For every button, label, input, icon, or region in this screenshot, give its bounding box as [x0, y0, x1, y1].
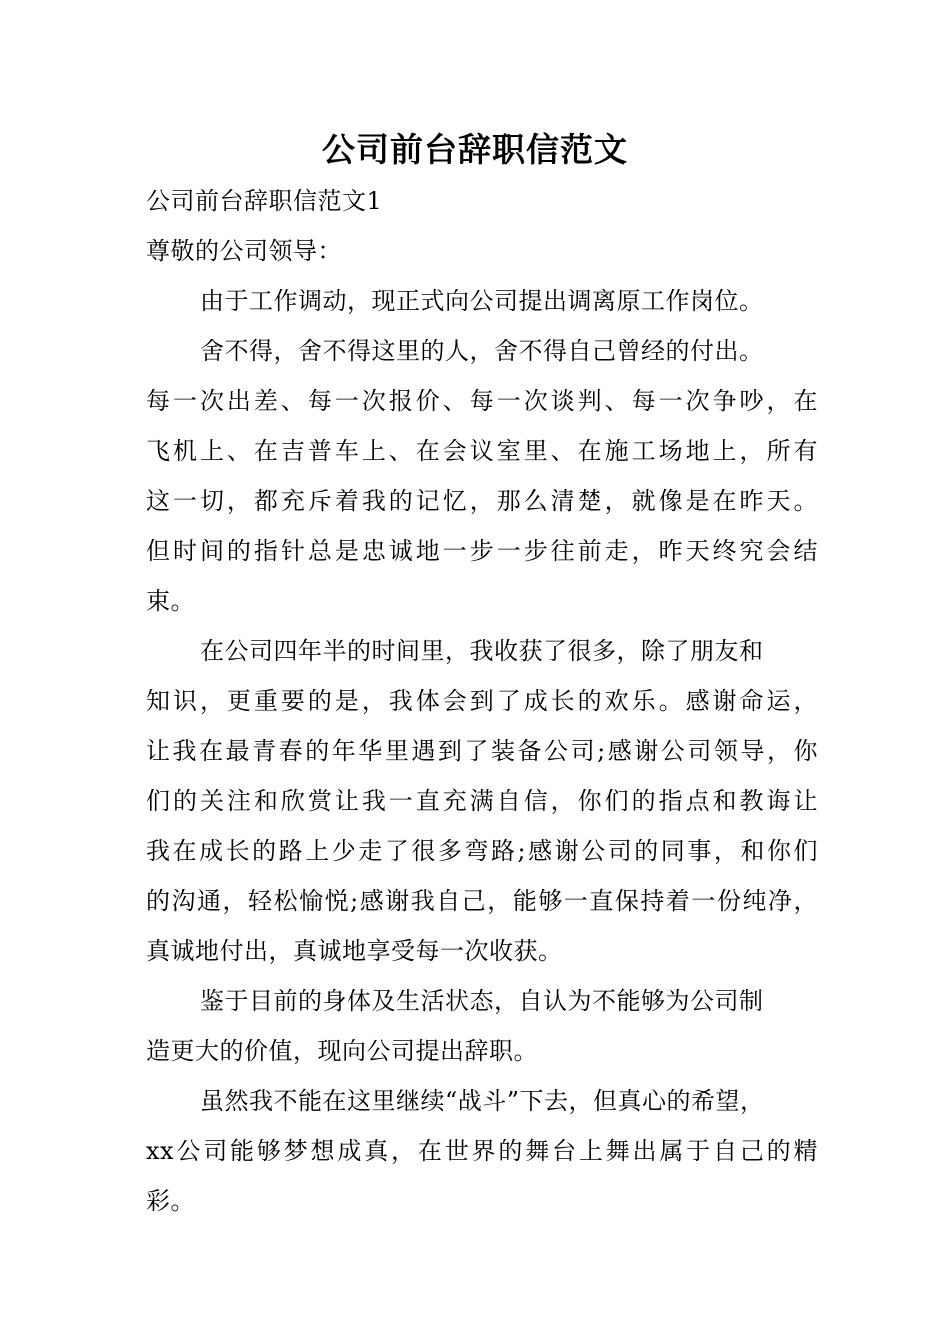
paragraph-line: 虽然我不能在这里继续“战斗”下去，但真心的希望，: [200, 1087, 765, 1115]
paragraph-line: 但时间的指针总是忠诚地一步一步往前走，昨天终究会结: [146, 537, 818, 565]
paragraph-line: 们的关注和欣赏让我一直充满自信，你们的指点和教诲让: [146, 787, 818, 815]
paragraph-line: 让我在最青春的年华里遇到了装备公司;感谢公司领导，你: [146, 737, 818, 765]
paragraph-line: 我在成长的路上少走了很多弯路;感谢公司的同事，和你们: [146, 837, 818, 865]
paragraph-line: 真诚地付出，真诚地享受每一次收获。: [146, 937, 563, 965]
paragraph-line: xx公司能够梦想成真，在世界的舞台上舞出属于自己的精: [146, 1137, 818, 1165]
paragraph-line: 的沟通，轻松愉悦;感谢我自己，能够一直保持着一份纯净，: [146, 887, 818, 915]
paragraph-line: 鉴于目前的身体及生活状态，自认为不能够为公司制: [200, 987, 764, 1015]
paragraph-line: 彩。: [146, 1187, 195, 1215]
document-body: [146, 176, 818, 1226]
paragraph-line: 舍不得，舍不得这里的人，舍不得自己曾经的付出。: [200, 337, 764, 365]
subtitle-line: 公司前台辞职信范文1: [146, 187, 383, 215]
salutation-line: 尊敬的公司领导：: [146, 237, 342, 265]
paragraph-line: 由于工作调动，现正式向公司提出调离原工作岗位。: [200, 287, 764, 315]
paragraph-line: 知识，更重要的是，我体会到了成长的欢乐。感谢命运，: [146, 687, 818, 715]
paragraph-line: 造更大的价值，现向公司提出辞职。: [146, 1037, 538, 1065]
paragraph-line: 束。: [146, 587, 195, 615]
document-title: 公司前台辞职信范文: [322, 130, 628, 169]
paragraph-line: 这一切，都充斥着我的记忆，那么清楚，就像是在昨天。: [146, 487, 818, 515]
paragraph-line: 每一次出差、每一次报价、每一次谈判、每一次争吵，在: [146, 387, 818, 415]
paragraph-line: 飞机上、在吉普车上、在会议室里、在施工场地上，所有: [146, 437, 818, 465]
paragraph-line: 在公司四年半的时间里，我收获了很多，除了朋友和: [200, 637, 764, 665]
